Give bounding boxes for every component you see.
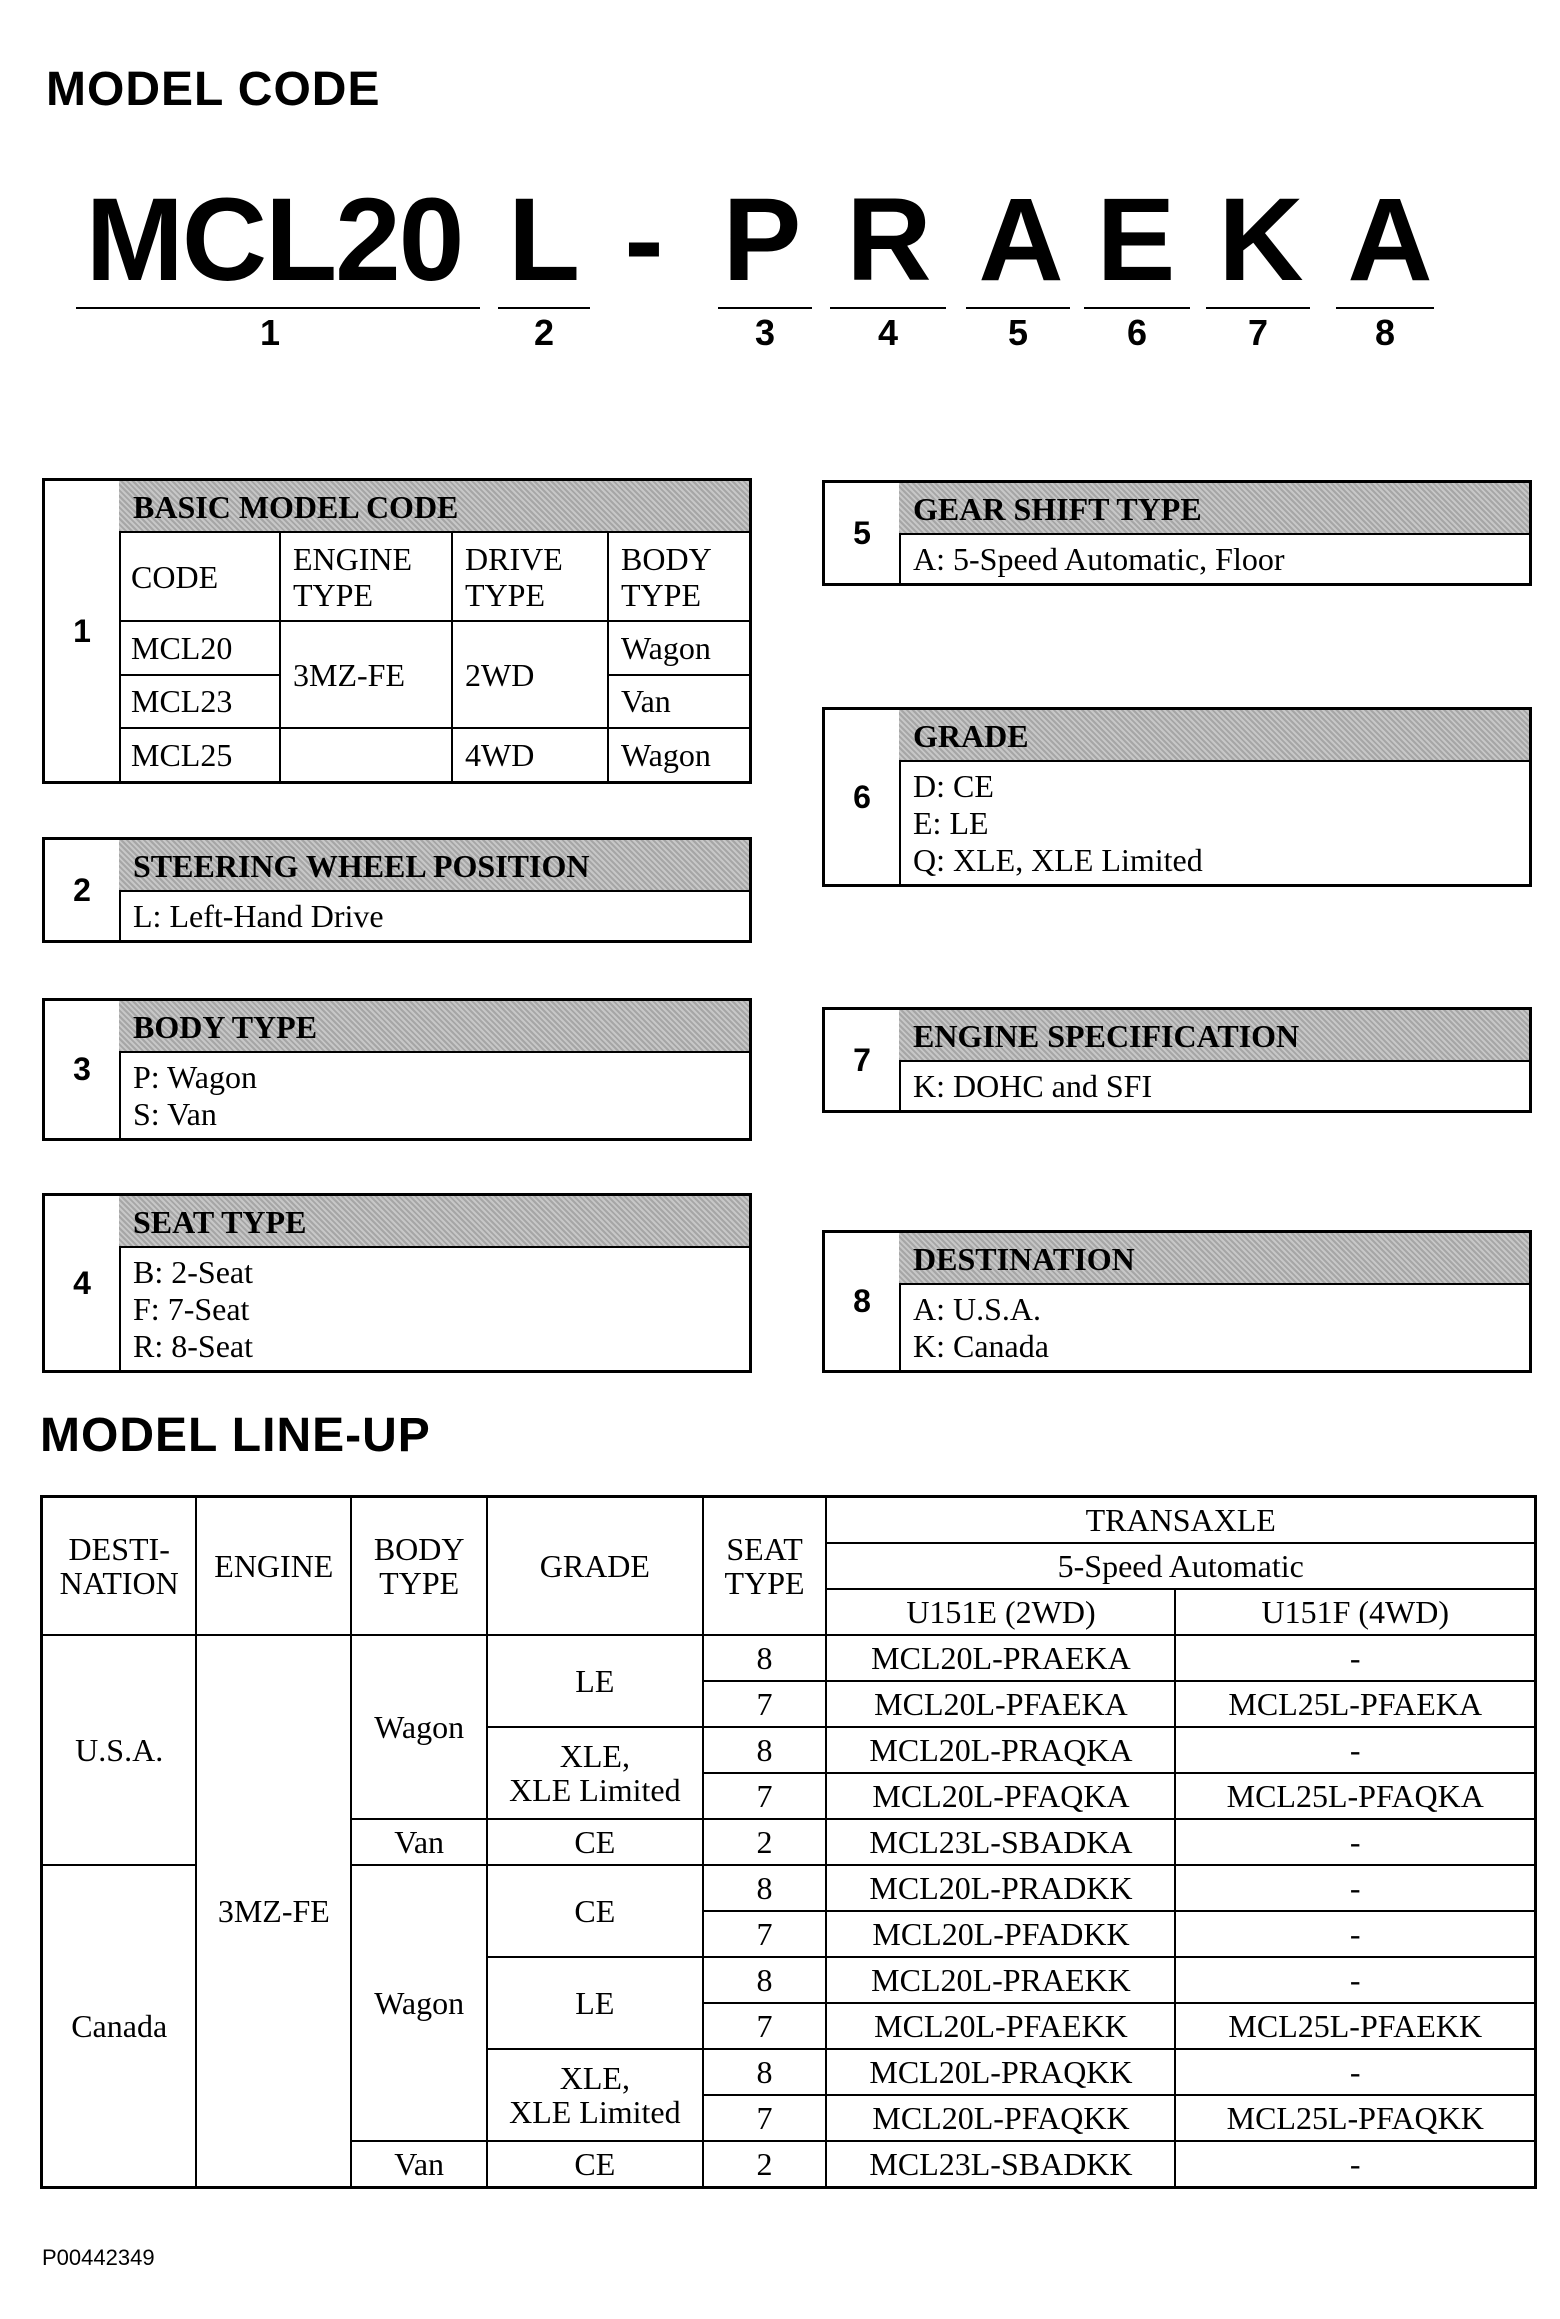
model-2wd-cell: MCL20L-PRAEKK — [826, 1957, 1175, 2003]
code-part-5: A — [978, 174, 1064, 306]
seat-cell: 2 — [703, 2141, 827, 2188]
option-line: K: DOHC and SFI — [913, 1068, 1153, 1104]
destination-cell: U.S.A. — [42, 1635, 197, 1865]
option-line: E: LE — [913, 805, 989, 841]
code-part-4: R — [846, 174, 932, 306]
model-4wd-cell: MCL25L-PFAEKA — [1175, 1681, 1535, 1727]
model-4wd-cell: MCL25L-PFAEKK — [1175, 2003, 1535, 2049]
code-part-1: MCL20 — [85, 174, 463, 306]
drive-cell: 2WD — [452, 621, 608, 727]
model-4wd-cell: - — [1175, 1957, 1535, 2003]
section-number: 3 — [45, 1001, 121, 1138]
page-title: MODEL CODE — [46, 63, 381, 116]
body-type-cell: Wagon — [351, 1635, 487, 1819]
option-line: B: 2-Seat — [133, 1254, 253, 1290]
engine-cell: 3MZ-FE — [196, 1635, 351, 2188]
model-2wd-cell: MCL20L-PRAEKA — [826, 1635, 1175, 1681]
section-header: GRADE — [899, 710, 1529, 762]
seat-cell: 8 — [703, 1635, 827, 1681]
option-line: Q: XLE, XLE Limited — [913, 842, 1203, 878]
figure-id: P00442349 — [42, 2245, 155, 2270]
header-engine: ENGINE — [196, 1497, 351, 1636]
body-cell: Van — [608, 675, 749, 728]
code-dash: - — [624, 174, 664, 306]
header-body-type: BODY TYPE — [608, 533, 749, 621]
drive-cell: 4WD — [452, 728, 608, 781]
header-code: CODE — [119, 533, 280, 621]
engine-cell: 3MZ-FE — [280, 621, 452, 727]
steering-wheel-position-box — [42, 837, 752, 943]
body-type-cell: Van — [351, 1819, 487, 1865]
destination-box — [822, 1230, 1532, 1373]
section-number: 8 — [825, 1233, 901, 1370]
engine-cell-empty — [280, 728, 452, 781]
model-2wd-cell: MCL23L-SBADKA — [826, 1819, 1175, 1865]
seat-cell: 7 — [703, 1681, 827, 1727]
model-2wd-cell: MCL20L-PFAEKA — [826, 1681, 1175, 1727]
header-body-line1: BODY — [373, 1531, 465, 1567]
grade-cell: LE — [487, 1957, 703, 2049]
section-number: 7 — [825, 1010, 901, 1110]
underline-1 — [76, 307, 480, 309]
seat-cell: 7 — [703, 1773, 827, 1819]
model-4wd-cell: - — [1175, 1911, 1535, 1957]
header-body-type — [351, 1497, 487, 1636]
model-4wd-cell: - — [1175, 1635, 1535, 1681]
model-2wd-cell: MCL20L-PRAQKK — [826, 2049, 1175, 2095]
body-type-box — [42, 998, 752, 1141]
model-2wd-cell: MCL20L-PFAQKK — [826, 2095, 1175, 2141]
option-line: D: CE — [913, 768, 994, 804]
model-lineup-table — [40, 1495, 1537, 2189]
grade-cell: CE — [487, 1865, 703, 1957]
seat-cell: 8 — [703, 1865, 827, 1911]
position-number-1: 1 — [259, 312, 281, 353]
engine-specification-box — [822, 1007, 1532, 1113]
code-part-8: A — [1347, 174, 1433, 306]
grade-box — [822, 707, 1532, 887]
seat-cell: 8 — [703, 1957, 827, 2003]
model-2wd-cell: MCL20L-PFAEKK — [826, 2003, 1175, 2049]
model-4wd-cell: - — [1175, 2049, 1535, 2095]
header-destination — [42, 1497, 197, 1636]
header-5-speed-automatic: 5-Speed Automatic — [826, 1543, 1535, 1589]
option-line: R: 8-Seat — [133, 1328, 253, 1364]
section-number: 5 — [825, 483, 901, 583]
header-seat-line2: TYPE — [724, 1565, 805, 1601]
model-2wd-cell: MCL20L-PFADKK — [826, 1911, 1175, 1957]
option-line: F: 7-Seat — [133, 1291, 250, 1327]
header-engine-type: ENGINE TYPE — [280, 533, 452, 621]
option-line: L: Left-Hand Drive — [133, 898, 384, 934]
code-part-2: L — [507, 174, 581, 306]
position-number-7: 7 — [1247, 312, 1269, 353]
option-line: A: 5-Speed Automatic, Floor — [913, 541, 1285, 577]
section-body — [899, 762, 1529, 884]
seat-cell: 8 — [703, 2049, 827, 2095]
grade-cell: CE — [487, 2141, 703, 2188]
gear-shift-type-box — [822, 480, 1532, 586]
underline-8 — [1336, 307, 1434, 309]
position-number-3: 3 — [754, 312, 776, 353]
section-header: ENGINE SPECIFICATION — [899, 1010, 1529, 1062]
model-4wd-cell: MCL25L-PFAQKA — [1175, 1773, 1535, 1819]
grade-line2: XLE Limited — [509, 1772, 681, 1808]
section-number: 6 — [825, 710, 901, 884]
seat-cell: 7 — [703, 2095, 827, 2141]
body-type-cell: Wagon — [351, 1865, 487, 2141]
underline-2 — [498, 307, 590, 309]
header-transaxle: TRANSAXLE — [826, 1497, 1535, 1544]
body-type-cell: Van — [351, 2141, 487, 2188]
grade-cell: CE — [487, 1819, 703, 1865]
option-line: K: Canada — [913, 1328, 1049, 1364]
underline-5 — [966, 307, 1070, 309]
seat-cell: 8 — [703, 1727, 827, 1773]
section-header: SEAT TYPE — [119, 1196, 749, 1248]
underline-6 — [1084, 307, 1190, 309]
section-body — [899, 1062, 1529, 1110]
model-4wd-cell: - — [1175, 1819, 1535, 1865]
section-header: BODY TYPE — [119, 1001, 749, 1053]
section-body — [899, 1285, 1529, 1370]
code-part-3: P — [722, 174, 802, 306]
section-body — [119, 1248, 749, 1370]
model-4wd-cell: - — [1175, 1865, 1535, 1911]
section-number: 1 — [45, 481, 121, 781]
model-4wd-cell: - — [1175, 1727, 1535, 1773]
header-body-line2: TYPE — [379, 1565, 460, 1601]
option-line: A: U.S.A. — [913, 1291, 1042, 1327]
section-header: GEAR SHIFT TYPE — [899, 483, 1529, 535]
basic-model-code-table — [119, 533, 749, 781]
underline-3 — [718, 307, 812, 309]
seat-cell: 7 — [703, 2003, 827, 2049]
model-2wd-cell: MCL20L-PFAQKA — [826, 1773, 1175, 1819]
destination-cell: Canada — [42, 1865, 197, 2188]
section-body — [899, 535, 1529, 583]
lineup-title: MODEL LINE-UP — [40, 1409, 431, 1462]
code-part-7: K — [1218, 174, 1304, 306]
grade-line2: XLE Limited — [509, 2094, 681, 2130]
seat-type-box — [42, 1193, 752, 1373]
option-line: S: Van — [133, 1096, 217, 1132]
header-grade: GRADE — [487, 1497, 703, 1636]
grade-cell — [487, 2049, 703, 2141]
header-u151e-2wd: U151E (2WD) — [826, 1589, 1175, 1635]
body-cell: Wagon — [608, 621, 749, 674]
position-number-5: 5 — [1007, 312, 1029, 353]
model-2wd-cell: MCL20L-PRAQKA — [826, 1727, 1175, 1773]
grade-line1: XLE, — [559, 2060, 630, 2096]
body-cell: Wagon — [608, 728, 749, 781]
grade-line1: XLE, — [559, 1738, 630, 1774]
model-4wd-cell: MCL25L-PFAQKK — [1175, 2095, 1535, 2141]
section-header: BASIC MODEL CODE — [119, 481, 749, 533]
section-number: 4 — [45, 1196, 121, 1370]
header-drive-type: DRIVE TYPE — [452, 533, 608, 621]
section-header: STEERING WHEEL POSITION — [119, 840, 749, 892]
basic-model-code-box — [42, 478, 752, 784]
underline-7 — [1206, 307, 1310, 309]
position-number-4: 4 — [877, 312, 899, 353]
section-number: 2 — [45, 840, 121, 940]
model-2wd-cell: MCL23L-SBADKK — [826, 2141, 1175, 2188]
seat-cell: 7 — [703, 1911, 827, 1957]
header-destination-line1: DESTI- — [68, 1531, 170, 1567]
position-number-8: 8 — [1374, 312, 1396, 353]
position-number-2: 2 — [533, 312, 555, 353]
model-4wd-cell: - — [1175, 2141, 1535, 2188]
section-body — [119, 1053, 749, 1138]
section-body — [119, 892, 749, 940]
code-cell: MCL23 — [119, 675, 280, 728]
option-line: P: Wagon — [133, 1059, 257, 1095]
header-u151f-4wd: U151F (4WD) — [1175, 1589, 1535, 1635]
model-2wd-cell: MCL20L-PRADKK — [826, 1865, 1175, 1911]
header-seat-line1: SEAT — [726, 1531, 803, 1567]
underline-4 — [830, 307, 946, 309]
seat-cell: 2 — [703, 1819, 827, 1865]
header-destination-line2: NATION — [59, 1565, 179, 1601]
code-cell: MCL25 — [119, 728, 280, 781]
table-row — [42, 1635, 1536, 1681]
code-part-6: E — [1096, 174, 1176, 306]
header-seat-type — [703, 1497, 827, 1636]
grade-cell: LE — [487, 1635, 703, 1727]
grade-cell — [487, 1727, 703, 1819]
code-cell: MCL20 — [119, 621, 280, 674]
section-header: DESTINATION — [899, 1233, 1529, 1285]
position-number-6: 6 — [1126, 312, 1148, 353]
